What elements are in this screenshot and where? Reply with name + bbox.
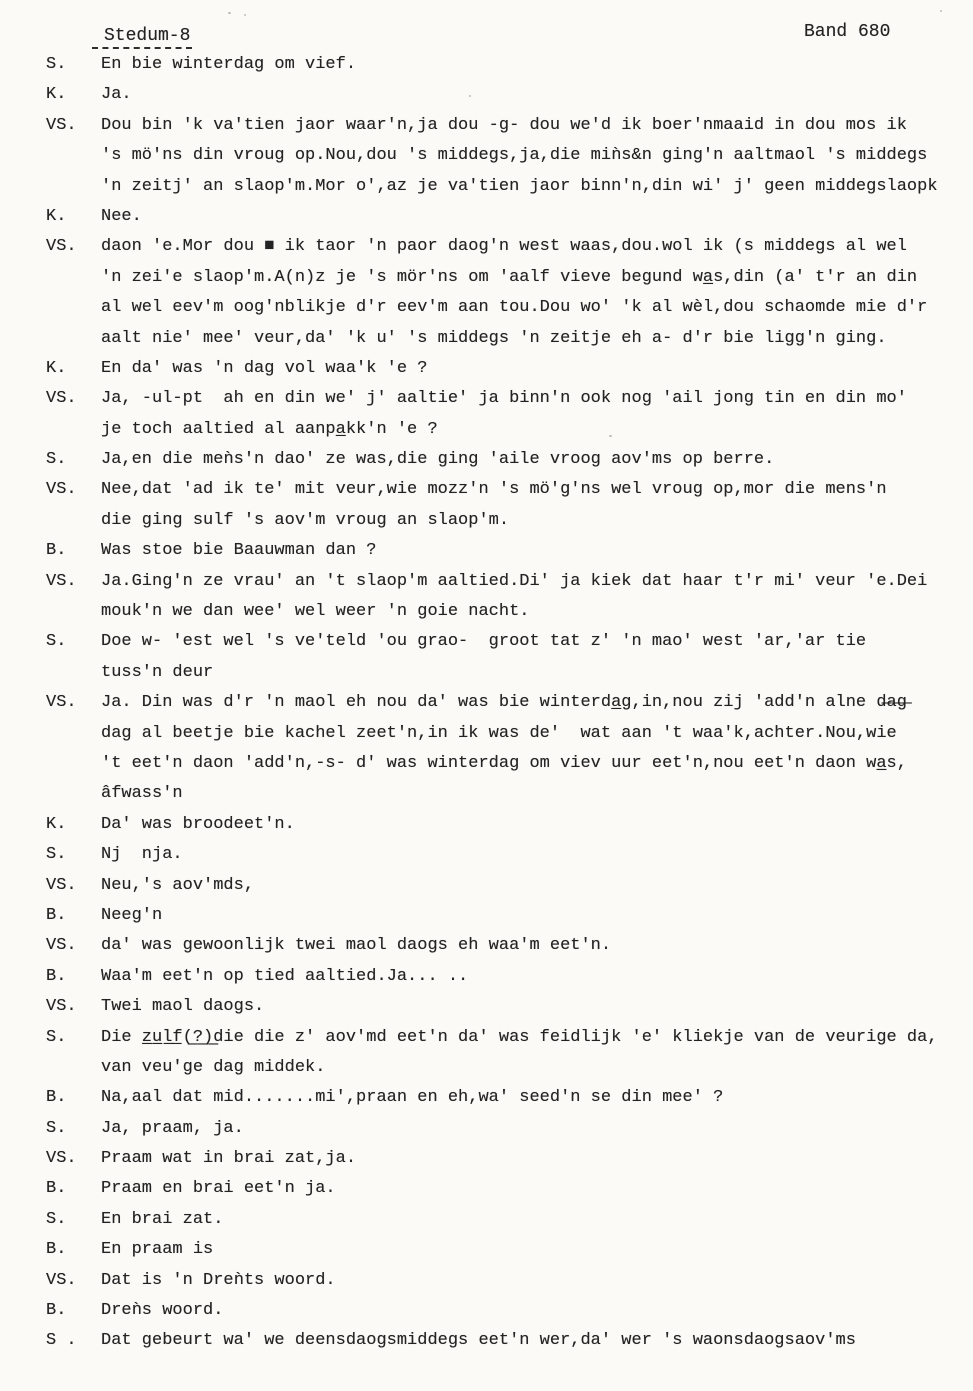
speaker-label: VS.: [46, 936, 77, 956]
speaker-label: VS.: [46, 1270, 77, 1290]
transcript-row: [0, 810, 973, 840]
utterance-text: aalt nie' mee' veur,da' 'k u' 's middegs 'n zeitje eh a- d'r bie ligg'n ging.: [101, 328, 887, 348]
utterance-text: Ja, -ul-pt ah en din we' j' aaltie' ja binn'n ook nog 'ail jong tin en din mo': [101, 389, 907, 409]
utterance-text: Dat is 'n Dreǹts woord.: [101, 1270, 336, 1290]
speaker-label: VS.: [46, 389, 77, 409]
utterance-text: Waa'm eet'n op tied aaltied.Ja... ..: [101, 966, 469, 986]
transcript-row: [0, 688, 973, 718]
transcript-row: [0, 263, 973, 293]
speaker-label: VS.: [46, 480, 77, 500]
transcript-row: [0, 293, 973, 323]
speaker-label: VS.: [46, 115, 77, 135]
speaker-label: B.: [46, 1179, 67, 1199]
speaker-label: K.: [46, 206, 67, 226]
utterance-text: daon 'e.Mor dou ■ ik taor 'n paor daog'n west waas,dou.wol ik (s middegs al wel: [101, 237, 907, 257]
speaker-label: B.: [46, 541, 67, 561]
utterance-text: En praam is: [101, 1240, 214, 1260]
transcript-row: [0, 354, 973, 384]
speaker-label: VS.: [46, 875, 77, 895]
utterance-text: En da' was 'n dag vol waa'k 'e ?: [101, 358, 428, 378]
transcript-row: [0, 992, 973, 1022]
utterance-text: die ging sulf 's aov'm vroug an slaop'm.: [101, 510, 510, 530]
utterance-text: Praam wat in brai zat,ja.: [101, 1149, 357, 1169]
utterance-text: 't eet'n daon 'add'n,-s- d' was winterdag om viev uur eet'n,nou eet'n daon wa̲s,: [101, 753, 907, 773]
speaker-label: VS.: [46, 997, 77, 1017]
utterance-text: da' was gewoonlijk twei maol daogs eh waa'm eet'n.: [101, 936, 612, 956]
speaker-label: VS.: [46, 693, 77, 713]
scan-speck: [244, 14, 246, 16]
speaker-label: VS.: [46, 571, 77, 591]
speaker-label: S.: [46, 1118, 67, 1138]
transcript-row: [0, 232, 973, 262]
transcript-row: [0, 324, 973, 354]
speaker-label: S .: [46, 1331, 77, 1351]
transcript-row: [0, 1023, 973, 1053]
speaker-label: B.: [46, 1088, 67, 1108]
utterance-text: Die z̲u̲l̲f̲(̲?̲)̲die die z' aov'md eet'n da' was feidlijk 'e' kliekje van de veurige da,: [101, 1027, 938, 1047]
transcript-row: [0, 445, 973, 475]
utterance-text: Dreǹs woord.: [101, 1301, 224, 1321]
transcript-row: [0, 415, 973, 445]
transcript-row: [0, 172, 973, 202]
utterance-text: je toch aaltied al aanpa̲kk'n 'e ?: [101, 419, 438, 439]
transcript-row: [0, 1205, 973, 1235]
utterance-text: âfwass'n: [101, 784, 183, 804]
transcript-row: [0, 1266, 973, 1296]
transcript-row: [0, 536, 973, 566]
utterance-text: Nee.: [101, 206, 142, 226]
transcript-row: [0, 475, 973, 505]
transcript-row: [0, 749, 973, 779]
transcript-row: [0, 80, 973, 110]
transcript-row: [0, 901, 973, 931]
speaker-label: B.: [46, 1301, 67, 1321]
utterance-text: Praam en brai eet'n ja.: [101, 1179, 336, 1199]
utterance-text: Nee,dat 'ad ik te' mit veur,wie mozz'n 's mö'g'ns wel vroug op,mor die mens'n: [101, 480, 887, 500]
utterance-text: Da' was broodeet'n.: [101, 814, 295, 834]
utterance-text: dag al beetje bie kachel zeet'n,in ik was de' wat aan 't waa'k,achter.Nou,wie: [101, 723, 897, 743]
utterance-text: Ja, praam, ja.: [101, 1118, 244, 1138]
speaker-label: K.: [46, 814, 67, 834]
transcript-row: [0, 658, 973, 688]
speaker-label: B.: [46, 1240, 67, 1260]
utterance-text: Ja. Din was d'r 'n maol eh nou da' was bie winterda̲g,in,nou zij 'add'n alne d̶a̶g̶: [101, 693, 907, 713]
transcript-row: [0, 567, 973, 597]
transcript-row: [0, 627, 973, 657]
transcript-row: [0, 1296, 973, 1326]
transcript-row: [0, 840, 973, 870]
transcript-row: [0, 111, 973, 141]
transcript-row: [0, 50, 973, 80]
transcript-row: [0, 871, 973, 901]
utterance-text: Ja.Ging'n ze vrau' an 't slaop'm aaltied.Di' ja kiek dat haar t'r mi' veur 'e.Dei: [101, 571, 928, 591]
speaker-label: S.: [46, 1027, 67, 1047]
transcript-row: [0, 597, 973, 627]
transcript-row: [0, 779, 973, 809]
speaker-label: S.: [46, 1209, 67, 1229]
speaker-label: VS.: [46, 237, 77, 257]
utterance-text: Was stoe bie Baauwman dan ?: [101, 541, 377, 561]
speaker-label: S.: [46, 55, 67, 74]
utterance-text: Dou bin 'k va'tien jaor waar'n,ja dou -g- dou we'd ik boer'nmaaid in dou mos ik: [101, 115, 907, 135]
speaker-label: VS.: [46, 1149, 77, 1169]
utterance-text: tuss'n deur: [101, 662, 214, 682]
transcript-row: [0, 202, 973, 232]
utterance-text: 'n zeitj' an slaop'm.Mor o',az je va'tien jaor binn'n,din wi' j' geen middegslaopk: [101, 176, 938, 196]
scan-speck: [228, 12, 231, 14]
transcript-row: [0, 1235, 973, 1265]
utterance-text: Na,aal dat mid.......mi',praan en eh,wa' seed'n se din mee' ?: [101, 1088, 724, 1108]
utterance-text: Doe w- 'est wel 's ve'teld 'ou grao- groot tat z' 'n mao' west 'ar,'ar tie: [101, 632, 867, 652]
transcript-row: [0, 1083, 973, 1113]
utterance-text: van veu'ge dag middek.: [101, 1057, 326, 1077]
utterance-text: Neeg'n: [101, 905, 163, 925]
scan-speck: [940, 10, 942, 12]
speaker-label: S.: [46, 450, 67, 470]
utterance-text: al wel eev'm oog'nblikje d'r eev'm aan tou.Dou wo' 'k al wèl,dou schaomde mie d'r: [101, 298, 928, 318]
transcript-row: [0, 719, 973, 749]
utterance-text: Nj nja.: [101, 845, 183, 865]
scan-speck: [609, 435, 612, 437]
transcript-row: [0, 1144, 973, 1174]
speaker-label: S.: [46, 632, 67, 652]
transcript-row: [0, 1326, 973, 1356]
utterance-text: mouk'n we dan wee' wel weer 'n goie nacht.: [101, 602, 530, 622]
page-title: Stedum-8: [92, 26, 192, 49]
transcript-row: [0, 141, 973, 171]
utterance-text: Ja,en die meǹs'n dao' ze was,die ging 'aile vroog aov'ms op berre.: [101, 450, 775, 470]
speaker-label: S.: [46, 845, 67, 865]
transcript-row: [0, 1053, 973, 1083]
utterance-text: En bie winterdag om vief.: [101, 55, 357, 74]
transcript-row: [0, 506, 973, 536]
speaker-label: K.: [46, 358, 67, 378]
utterance-text: Dat gebeurt wa' we deensdaogsmiddegs eet'n wer,da' wer 's waonsdaogsaov'ms: [101, 1331, 856, 1351]
utterance-text: Twei maol daogs.: [101, 997, 265, 1017]
transcript-row: [0, 1114, 973, 1144]
utterance-text: Neu,'s aov'mds,: [101, 875, 255, 895]
speaker-label: B.: [46, 905, 67, 925]
band-number-label: Band 680: [804, 22, 891, 42]
utterance-text: En brai zat.: [101, 1209, 224, 1229]
speaker-label: K.: [46, 85, 67, 105]
transcript-row: [0, 1174, 973, 1204]
utterance-text: 'n zei'e slaop'm.A(n)z je 's mör'ns om 'aalf vieve begund wa̲s,din (a' t'r an din: [101, 267, 918, 287]
transcript-body: [0, 50, 973, 1357]
scan-speck: [469, 95, 471, 97]
utterance-text: Ja.: [101, 85, 132, 105]
speaker-label: B.: [46, 966, 67, 986]
utterance-text: 's mö'ns din vroug op.Nou,dou 's middegs,ja,die miǹs&n ging'n aaltmaol 's middegs: [101, 146, 928, 166]
transcript-row: [0, 931, 973, 961]
transcript-row: [0, 962, 973, 992]
transcript-row: [0, 384, 973, 414]
